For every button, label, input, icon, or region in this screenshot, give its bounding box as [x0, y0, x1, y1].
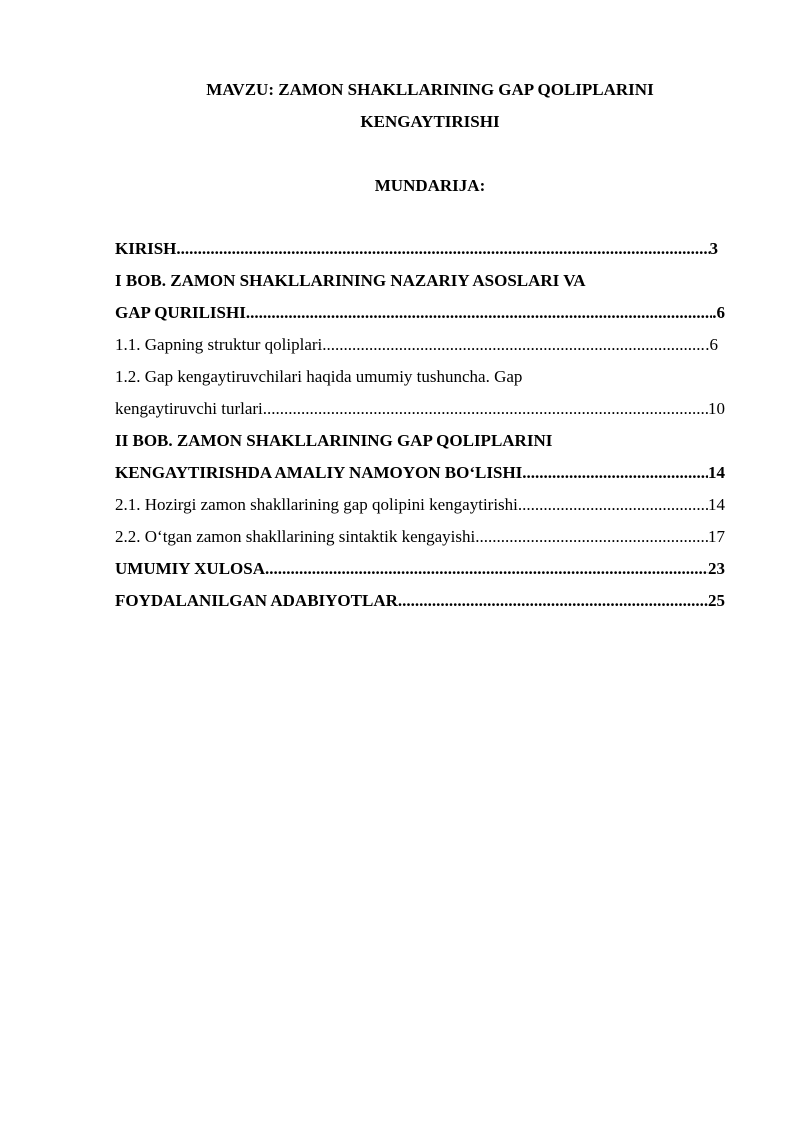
toc-leader-dots: [518, 489, 708, 521]
toc-entry-text: KENGAYTIRISHDA AMALIY NAMOYON BO‘LISHI: [115, 463, 523, 482]
toc-page-number: 10: [708, 399, 725, 418]
toc-page-number: 3: [709, 239, 718, 258]
toc-entry-text: II BOB. ZAMON SHAKLLARINING GAP QOLIPLARINI: [115, 431, 553, 450]
toc-page-number: .6: [712, 303, 725, 322]
toc-page-number: 14: [708, 495, 725, 514]
toc-entry-text: 2.1. Hozirgi zamon shakllarining gap qolipini kengaytirishi: [115, 495, 518, 514]
toc-entry-section-2-1[interactable]: [115, 489, 725, 521]
document-title: [160, 74, 700, 138]
toc-entry-text: 1.1. Gapning struktur qoliplari: [115, 335, 323, 354]
toc-entry-section-2-2[interactable]: [115, 521, 725, 553]
toc-leader-dots: [522, 457, 708, 489]
toc-entry-conclusion[interactable]: [115, 553, 725, 585]
toc-entry-text: I BOB. ZAMON SHAKLLARINING NAZARIY ASOSLARI VA: [115, 271, 586, 290]
toc-page-number: .6: [705, 335, 718, 354]
toc-entry-section-1-2[interactable]: [115, 361, 725, 425]
toc-entry-text: KIRISH: [115, 239, 177, 258]
toc-page-number: 25: [708, 591, 725, 610]
toc-entry-text: GAP QURILISHI: [115, 303, 246, 322]
toc-entry-text: 1.2. Gap kengaytiruvchilari haqida umumiy tushuncha. Gap: [115, 367, 523, 386]
toc-entry-references[interactable]: [115, 585, 725, 617]
toc-leader-dots: [398, 585, 708, 617]
toc-leader-dots: [246, 297, 712, 329]
toc-heading: MUNDARIJA:: [374, 176, 486, 195]
toc-entry-section-1-1[interactable]: [115, 329, 725, 361]
toc-page-number: 14: [708, 463, 725, 482]
toc-entry-text: 2.2. O‘tgan zamon shakllarining sintaktik kengayishi: [115, 527, 476, 546]
toc-leader-dots: [322, 329, 705, 361]
toc-entry-text: kengaytiruvchi turlari: [115, 399, 263, 418]
toc-leader-dots: [265, 553, 708, 585]
title-line-1: MAVZU: ZAMON SHAKLLARINING GAP QOLIPLARINI: [206, 80, 654, 99]
toc-entry-text: FOYDALANILGAN ADABIYOTLAR: [115, 591, 398, 610]
toc-entry-kirish[interactable]: [115, 233, 725, 265]
toc-entry-chapter-2[interactable]: [115, 425, 725, 489]
table-of-contents: [115, 233, 725, 617]
toc-page-number: 23: [708, 559, 725, 578]
title-line-2: KENGAYTIRISHI: [360, 112, 500, 131]
toc-entry-chapter-1[interactable]: [115, 265, 725, 329]
toc-entry-text: UMUMIY XULOSA: [115, 559, 266, 578]
toc-page-number: 17: [708, 527, 725, 546]
toc-leader-dots: [263, 393, 708, 425]
toc-leader-dots: [475, 521, 708, 553]
toc-leader-dots: [176, 233, 709, 265]
